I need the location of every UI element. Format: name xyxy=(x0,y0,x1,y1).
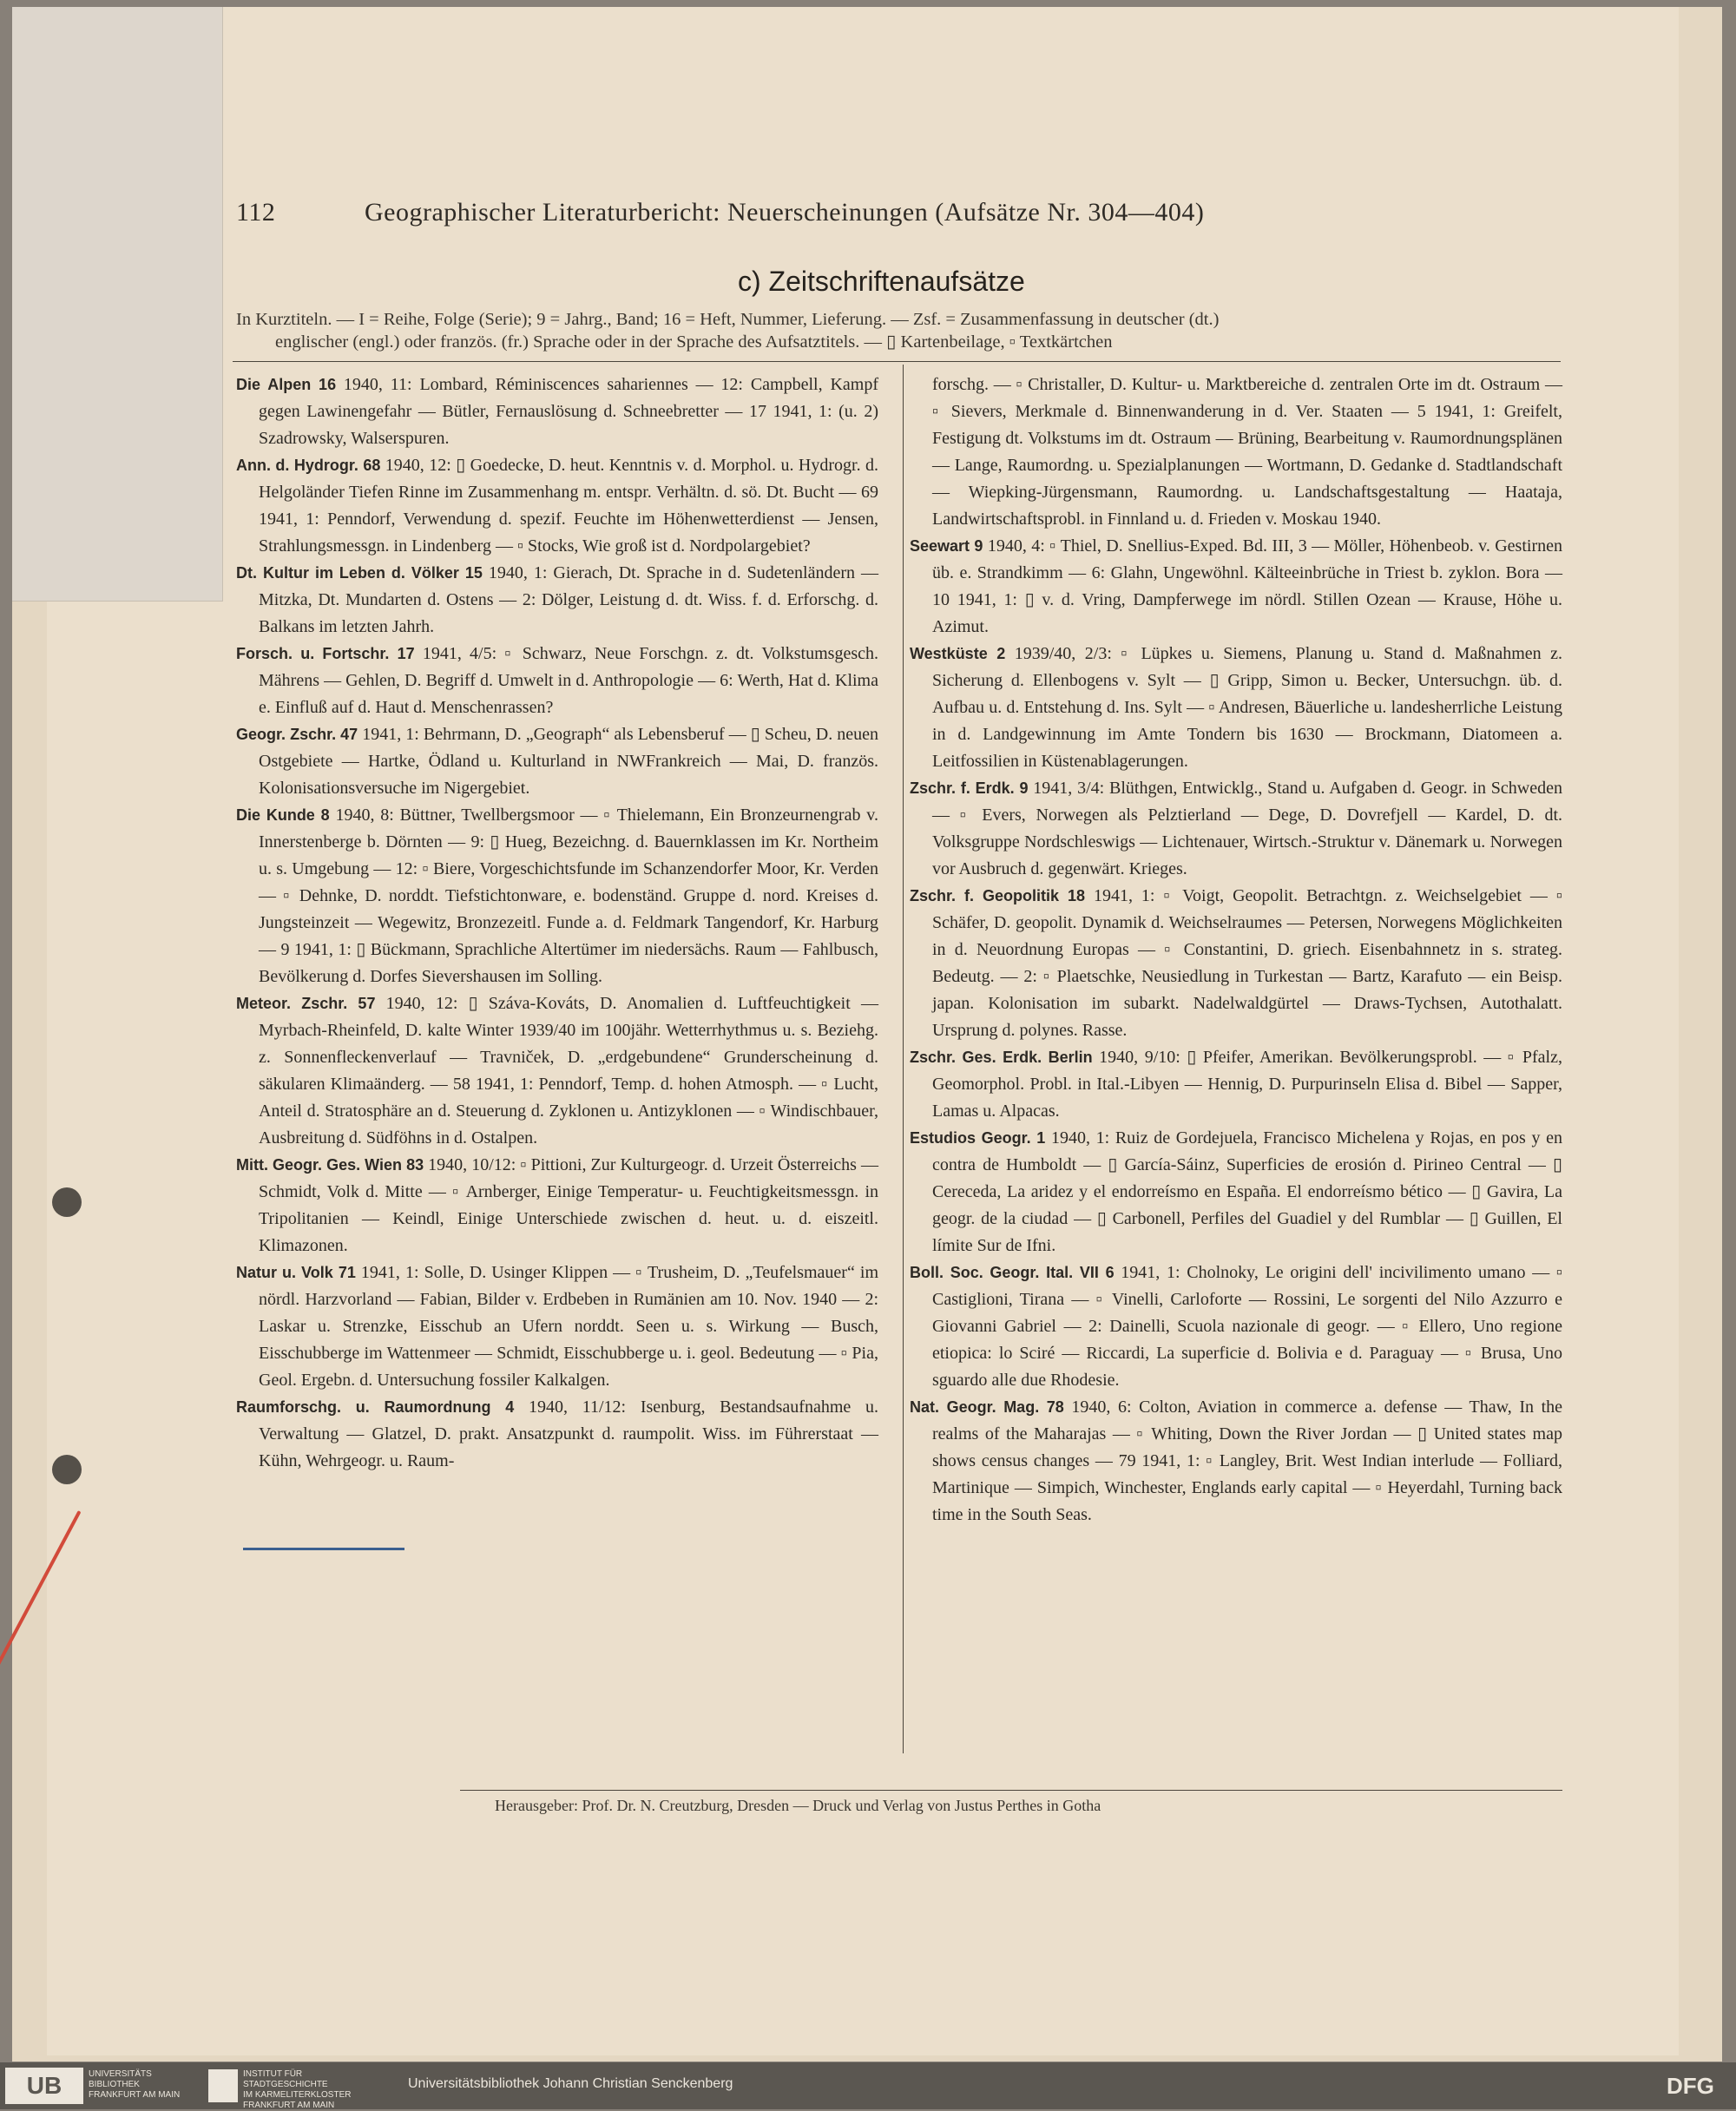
journal-title: Seewart 9 xyxy=(910,537,983,555)
institute-logo-icon xyxy=(208,2069,238,2102)
journal-title: Zschr. f. Geopolitik 18 xyxy=(910,887,1085,904)
bibliography-entry xyxy=(910,641,1562,775)
entry-text: 1940, 11/12: Isenburg, Bestandsaufnahme u. Verwaltung — Glatzel, D. prakt. Ansatzpunkt d. raumpolit. Wiss. im Führerstaat — Kühn, Wehrgeogr. u. Raum- xyxy=(259,1397,878,1470)
bibliography-entry xyxy=(910,1259,1562,1394)
entry-text: 1940, 10/12: ▫ Pittioni, Zur Kulturgeogr. d. Urzeit Österreichs — Schmidt, Volk d. Mitte — ▫ Arnberger, Einige Temperatur- u. Feuchtigkeitsmessgn. in Tripolitanien — Keindl, Einige Unterschiede zwischen d. heut. u. d. eiszeitl. Klimazonen. xyxy=(259,1155,879,1255)
bibliography-entry xyxy=(910,533,1562,641)
bibliography-entry xyxy=(910,1125,1562,1259)
bibliography-entry xyxy=(236,721,878,802)
entry-text: 1940, 11: Lombard, Réminiscences sahariennes — 12: Campbell, Kampf gegen Lawinengefahr — Bütler, Fernauslösung d. Schneebretter — 17 1941, 1: (u. 2) Szadrowsky, Walserspuren. xyxy=(259,375,878,448)
bibliography-entry xyxy=(236,1259,878,1394)
library-name: Universitätsbibliothek Johann Christian Senckenberg xyxy=(408,2076,733,2091)
journal-title: Forsch. u. Fortschr. 17 xyxy=(236,645,415,662)
institute-logo-text: INSTITUT FÜR STADTGESCHICHTE IM KARMELITERKLOSTER FRANKFURT AM MAIN xyxy=(243,2069,352,2110)
entry-text: 1941, 1: Cholnoky, Le origini dell' incivilimento umano — ▫ Castiglioni, Tirana — ▫ Vinelli, Carloforte — Rossini, Le sorgenti del Nilo Azzurro e Giovanni Gabriel — 2: Dainelli, Scuola nazionale di geogr. — ▫ Ellero, Uno regione etiopica: lo Sciré — Riccardi, La superficie d. Bolivia e d. Paraguay — ▫ Brusa, Uno sguardo alle due Rhodesie. xyxy=(932,1263,1562,1390)
entry-text: 1940, 1: Gierach, Dt. Sprache in d. Sudetenländern — Mitzka, Dt. Mundarten d. Ostens — 2: Dölger, Leistung d. dt. Wiss. f. d. Erforschg. d. Balkans im letzten Jahrh. xyxy=(259,563,878,636)
entry-text: 1939/40, 2/3: ▫ Lüpkes u. Siemens, Planung u. Stand d. Maßnahmen z. Sicherung d. Ellenbogens v. Sylt — ▯ Gripp, Simon u. Becker, Untersuchgn. üb. d. Aufbau u. d. Entstehung d. Ins. Sylt — ▫ Andresen, Bäuerliche u. landesherrliche Leistung in d. Landgewinnung im Amte Tondern bis 1630 — Brockmann, Diatomeen a. Leitfossilien in Küstenablagerungen. xyxy=(932,644,1563,771)
ub-logo-text: UNIVERSITÄTS BIBLIOTHEK FRANKFURT AM MAIN xyxy=(89,2069,181,2100)
journal-title: Natur u. Volk 71 xyxy=(236,1264,356,1281)
bibliography-entry xyxy=(236,1394,878,1475)
entry-text: 1941, 1: Solle, D. Usinger Klippen — ▫ Trusheim, D. „Teufelsmauer“ im nördl. Harzvorland — Fabian, Bilder v. Erdbeben in Rumänien am 10. Nov. 1940 — 2: Laskar u. Strenzke, Eisschub an Ufern norddt. Seen u. s. Wirkung — Busch, Eisschubberge im Wattenmeer — Schmidt, Eisschubberge u. i. geol. Bedeutung — ▫ Pia, Geol. Ergebn. d. Untersuchung fossiler Kalkalgen. xyxy=(259,1263,878,1390)
bibliography-entry xyxy=(236,641,878,721)
bibliography-entry-continued xyxy=(910,372,1562,533)
pasted-paper-slip xyxy=(12,7,223,602)
bibliography-entry xyxy=(236,560,878,641)
journal-title: Ann. d. Hydrogr. 68 xyxy=(236,457,381,474)
bottom-rule xyxy=(460,1790,1562,1791)
section-title: c) Zeitschriftenaufsätze xyxy=(738,266,1025,297)
journal-title: Nat. Geogr. Mag. 78 xyxy=(910,1398,1064,1416)
bibliography-entry xyxy=(236,452,878,560)
journal-title: Die Kunde 8 xyxy=(236,806,330,824)
legend-line-2: englischer (engl.) oder französ. (fr.) Sprache oder in der Sprache des Aufsatztitels. — ▯ Kartenbeilage, ▫ Textkärtchen xyxy=(275,332,1113,352)
journal-title: Zschr. f. Erdk. 9 xyxy=(910,779,1029,797)
entry-text: 1941, 3/4: Blüthgen, Entwicklg., Stand u. Aufgaben d. Geogr. in Schweden — ▫ Evers, Norwegen als Pelztierland — Dege, D. Dovrefjell — Kardel, D. dt. Volksgruppe Nordschleswigs — Lichtenauer, Wirtsch.-Struktur v. Dänemark u. Norwegen vor Ausbruch d. gegenwärt. Krieges. xyxy=(932,779,1562,878)
bibliography-entry xyxy=(910,775,1562,883)
publisher-footer: Herausgeber: Prof. Dr. N. Creutzburg, Dresden — Druck und Verlag von Justus Perthes in Gotha xyxy=(495,1797,1101,1814)
journal-title: Boll. Soc. Geogr. Ital. VII 6 xyxy=(910,1264,1115,1281)
ub-logo: UB xyxy=(5,2068,83,2104)
bibliography-entry xyxy=(236,802,878,990)
page-number: 112 xyxy=(236,198,276,227)
abbreviation-legend xyxy=(236,308,1564,353)
bibliography-entry xyxy=(236,372,878,452)
entry-text: forschg. — ▫ Christaller, D. Kultur- u. Marktbereiche d. zentralen Orte im dt. Ostraum — ▫ Sievers, Merkmale d. Binnenwanderung in d. Ver. Staaten — 5 1941, 1: Greifelt, Festigung dt. Volkstums im dt. Ostraum — Brüning, Bearbeitung v. Raumordnungsplänen — Lange, Raumordng. u. Spezialplanungen — Wortmann, D. Gedanke d. Stadtlandschaft — Wiepking-Jürgensmann, Raumordng. u. Landschaftsgestaltung — Haataja, Landwirtschaftsprobl. in Finnland u. d. Frieden v. Moskau 1940. xyxy=(932,375,1562,529)
entry-text: 1941, 4/5: ▫ Schwarz, Neue Forschgn. z. dt. Volkstumsgesch. Mährens — Gehlen, D. Begriff d. Umwelt in d. Anthropologie — 6: Werth, Hat d. Klima e. Einfluß auf d. Haut d. Menschenrassen? xyxy=(259,644,878,717)
punch-hole xyxy=(52,1455,82,1484)
legend-line-1: In Kurztiteln. — I = Reihe, Folge (Serie); 9 = Jahrg., Band; 16 = Heft, Nummer, Lieferung. — Zsf. = Zusammenfassung in deutscher (dt.) xyxy=(236,310,1220,329)
dfg-logo: DFG xyxy=(1667,2073,1714,2099)
entry-text: 1940, 9/10: ▯ Pfeifer, Amerikan. Bevölkerungsprobl. — ▫ Pfalz, Geomorphol. Probl. in Ital.-Libyen — Hennig, D. Purpurinseln Elisa d. Bibel — Sapper, Lamas u. Alpacas. xyxy=(932,1048,1562,1121)
journal-title: Mitt. Geogr. Ges. Wien 83 xyxy=(236,1156,424,1174)
journal-title: Meteor. Zschr. 57 xyxy=(236,995,376,1012)
journal-title: Westküste 2 xyxy=(910,645,1006,662)
punch-hole xyxy=(52,1187,82,1217)
journal-title: Zschr. Ges. Erdk. Berlin xyxy=(910,1049,1093,1066)
entry-text: 1940, 1: Ruiz de Gordejuela, Francisco Michelena y Rojas, en pos y en contra de Humboldt — ▯ García-Sáinz, Superficies de erosión d. Pirineo Central — ▯ Cereceda, La aridez y el endorreísmo en España. El endorreísmo bético — ▯ Gavira, La geogr. de la ciudad — ▯ Carbonell, Perfiles del Guadiel y del Rumblar — ▯ Guillen, El límite Sur de Ifni. xyxy=(932,1128,1562,1255)
entry-text: 1941, 1: Behrmann, D. „Geograph“ als Lebensberuf — ▯ Scheu, D. neuen Ostgebiete — Hartke, Ödland u. Kulturland in NWFrankreich — Mai, D. französ. Kolonisationsversuche im Nigergebiet. xyxy=(259,725,878,798)
bibliography-entry xyxy=(236,1152,878,1259)
entry-text: 1940, 12: ▯ Goedecke, D. heut. Kenntnis v. d. Morphol. u. Hydrogr. d. Helgoländer Tiefen Rinne im Zusammenhang m. entspr. Verhältn. d. sö. Dt. Bucht — 69 1941, 1: Penndorf, Verwendung d. spezif. Feuchte im Höhenwetterdienst — Jensen, Strahlungsmessgn. in Lindenberg — ▫ Stocks, Wie groß ist d. Nordpolargebiet? xyxy=(259,456,878,556)
top-rule xyxy=(233,361,1561,362)
bibliography-entry xyxy=(910,883,1562,1044)
journal-title: Geogr. Zschr. 47 xyxy=(236,726,358,743)
bibliography-entry xyxy=(236,990,878,1152)
pen-underline-mark xyxy=(243,1548,404,1550)
right-column xyxy=(910,372,1562,1529)
entry-text: 1941, 1: ▫ Voigt, Geopolit. Betrachtgn. z. Weichselgebiet — ▫ Schäfer, D. geopolit. Dynamik d. Weichselraumes — Petersen, Norwegens Möglichkeiten in d. Neuordnung Europas — ▫ Constantini, D. griech. Eisenbahnnetz in s. strateg. Bedeutg. — 2: ▫ Plaetschke, Neusiedlung in Turkestan — Bartz, Karafuto — ein Beisp. japan. Kolonisation im subarkt. Nadelwaldgürtel — Draws-Tychsen, Autothalatt. Ursprung d. polynes. Rasse. xyxy=(932,886,1562,1040)
journal-title: Estudios Geogr. 1 xyxy=(910,1129,1046,1147)
column-divider xyxy=(903,365,904,1753)
entry-text: 1940, 4: ▫ Thiel, D. Snellius-Exped. Bd. III, 3 — Möller, Höhenbeob. v. Gestirnen üb. e. Strandkimm — 6: Glahn, Ungewöhnl. Kälteeinbrüche in Triest b. zyklon. Bora — 10 1941, 1: ▯ v. d. Vring, Dampferwege im nördl. Stillen Ozean — Krause, Höhe u. Azimut. xyxy=(932,536,1562,636)
bibliography-entry xyxy=(910,1394,1562,1529)
journal-title: Dt. Kultur im Leben d. Völker 15 xyxy=(236,564,483,582)
journal-title: Die Alpen 16 xyxy=(236,376,337,393)
left-column xyxy=(236,372,878,1475)
entry-text: 1940, 8: Büttner, Twellbergsmoor — ▫ Thielemann, Ein Bronzeurnengrab v. Innerstenberge b. Dörnten — 9: ▯ Hueg, Bezeichng. d. Bauernklassen im Kr. Northeim u. s. Umgebung — 12: ▫ Biere, Vorgeschichtsfunde im Schanzendorfer Moor, Kr. Verden — ▫ Dehnke, D. norddt. Tiefstichtonware, e. bodenständ. Gruppe d. nord. Kreises d. Jungsteinzeit — Wegewitz, Bronzezeitl. Funde a. d. Feldmark Tangendorf, Kr. Harburg — 9 1941, 1: ▯ Bückmann, Sprachliche Altertümer im niedersächs. Raum — Fahlbusch, Bevölkerung d. Dorfes Sievershausen im Solling. xyxy=(259,806,878,986)
entry-text: 1940, 12: ▯ Száva-Kováts, D. Anomalien d. Luftfeuchtigkeit — Myrbach-Rheinfeld, D. kalte Winter 1939/40 im 100jähr. Wetterrhythmus u. s. Beziehg. z. Sonnenfleckenverlauf — Travniček, D. „erdgebundene“ Grunderscheinung d. säkularen Klimaänderg. — 58 1941, 1: Penndorf, Temp. d. hohen Atmosph. — ▫ Lucht, Anteil d. Stratosphäre an d. Steuerung d. Zyklonen u. Antizyklonen — ▫ Windischbauer, Ausbreitung d. Südföhns in d. Ostalpen. xyxy=(259,994,878,1148)
entry-text: 1940, 6: Colton, Aviation in commerce a. defense — Thaw, In the realms of the Maharajas — ▫ Whiting, Down the River Jordan — ▯ United states map shows census changes — 79 1941, 1: ▫ Langley, Brit. West Indian interlude — Folliard, Martinique — Simpich, Winchester, Englands early capital — ▫ Heyerdahl, Turning back time in the South Seas. xyxy=(932,1397,1563,1524)
journal-title: Raumforschg. u. Raumordnung 4 xyxy=(236,1398,515,1416)
running-title: Geographischer Literaturbericht: Neuerscheinungen (Aufsätze Nr. 304—404) xyxy=(365,198,1205,227)
running-header xyxy=(236,198,1312,227)
bibliography-entry xyxy=(910,1044,1562,1125)
